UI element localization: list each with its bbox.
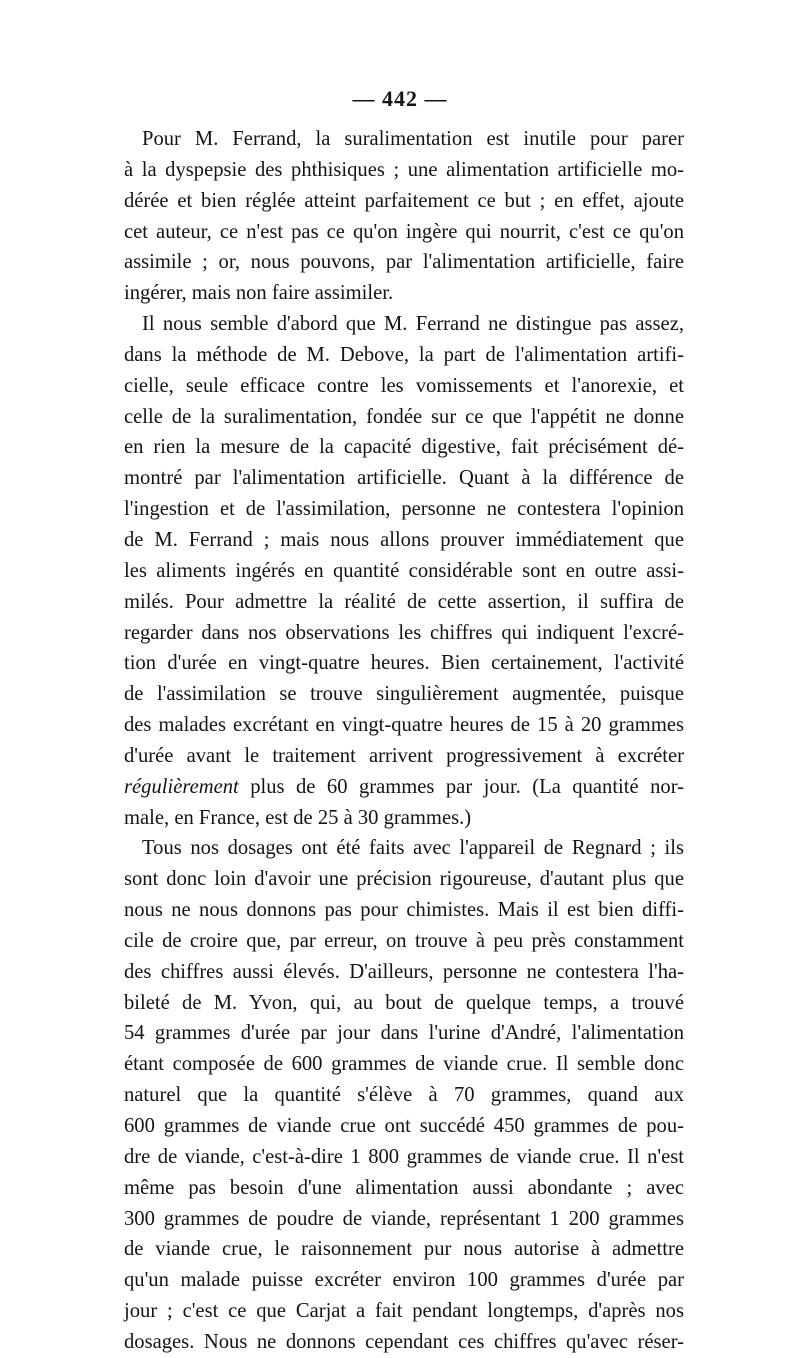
text-line: montré par l'alimentation artificielle. Quant à la différence de xyxy=(124,467,684,490)
text-line: assimile ; or, nous pouvons, par l'alimentation artificielle, faire xyxy=(124,251,684,274)
text-line: 300 grammes de poudre de viande, représentant 1 200 grammes xyxy=(124,1207,684,1230)
italic-emphasis: régulièrement xyxy=(124,775,239,798)
text-line: Il nous semble d'abord que M. Ferrand ne distingue pas assez, xyxy=(142,313,684,336)
text-line: nous ne nous donnons pas pour chimistes. Mais il est bien diffi- xyxy=(124,899,684,922)
text-line: bileté de M. Yvon, qui, au bout de quelque temps, a trouvé xyxy=(124,991,684,1014)
text-line: en rien la mesure de la capacité digestive, fait précisément dé- xyxy=(124,436,684,459)
text-line: des malades excrétant en vingt-quatre heures de 15 à 20 grammes xyxy=(124,714,684,737)
text-line: cielle, seule efficace contre les vomissements et l'anorexie, et xyxy=(124,374,684,397)
text-line: jour ; c'est ce que Carjat a fait pendant longtemps, d'après nos xyxy=(124,1300,684,1323)
text-line: de viande crue, le raisonnement pur nous autorise à admettre xyxy=(124,1238,684,1261)
text-line: cet auteur, ce n'est pas ce qu'on ingère qui nourrit, c'est ce qu'on xyxy=(124,220,684,243)
text-line: Tous nos dosages ont été faits avec l'appareil de Regnard ; ils xyxy=(142,837,684,860)
body-text xyxy=(124,124,684,1358)
text-line: de M. Ferrand ; mais nous allons prouver immédiatement que xyxy=(124,528,684,551)
text-line: l'ingestion et de l'assimilation, personne ne contestera l'opinion xyxy=(124,498,684,521)
text-line: dérée et bien réglée atteint parfaitement ce but ; en effet, ajoute xyxy=(124,189,684,212)
text-line: naturel que la quantité s'élève à 70 grammes, quand aux xyxy=(124,1084,684,1107)
text-line: sont donc loin d'avoir une précision rigoureuse, d'autant plus que xyxy=(124,868,684,891)
page-number: — 442 — xyxy=(352,86,448,111)
text-line: 54 grammes d'urée par jour dans l'urine d'André, l'alimentation xyxy=(124,1022,684,1045)
text-line: milés. Pour admettre la réalité de cette assertion, il suffira de xyxy=(124,590,684,613)
text-line: de l'assimilation se trouve singulièrement augmentée, puisque xyxy=(124,683,684,706)
text-line: étant composée de 600 grammes de viande crue. Il semble donc xyxy=(124,1053,684,1076)
text-line: male, en France, est de 25 à 30 grammes.) xyxy=(124,806,472,829)
text-line: dosages. Nous ne donnons cependant ces chiffres qu'avec réser- xyxy=(124,1330,684,1353)
text-line: des chiffres aussi élevés. D'ailleurs, personne ne contestera l'ha- xyxy=(124,960,684,983)
text-line: Pour M. Ferrand, la suralimentation est inutile pour parer xyxy=(142,128,684,150)
text-line: les aliments ingérés en quantité considérable sont en outre assi- xyxy=(124,559,684,582)
text-line: dans la méthode de M. Debove, la part de l'alimentation artifi- xyxy=(124,343,684,366)
text-line: regarder dans nos observations les chiffres qui indiquent l'excré- xyxy=(124,621,684,644)
text-line: celle de la suralimentation, fondée sur ce que l'appétit ne donne xyxy=(124,405,684,428)
text-line: 600 grammes de viande crue ont succédé 450 grammes de pou- xyxy=(124,1115,684,1137)
text-line: d'urée avant le traitement arrivent progressivement à excréter xyxy=(124,744,684,767)
text-line: tion d'urée en vingt-quatre heures. Bien certainement, l'activité xyxy=(124,652,684,675)
text-line: dre de viande, c'est-à-dire 1 800 grammes de viande crue. Il n'est xyxy=(124,1145,684,1168)
text-line: qu'un malade puisse excréter environ 100 grammes d'urée par xyxy=(124,1269,684,1292)
text-line: à la dyspepsie des phthisiques ; une alimentation artificielle mo- xyxy=(124,158,684,181)
text-line: ingérer, mais non faire assimiler. xyxy=(124,282,394,305)
text-line: cile de croire que, par erreur, on trouve à peu près constamment xyxy=(124,929,684,952)
text-line: même pas besoin d'une alimentation aussi abondante ; avec xyxy=(124,1176,684,1199)
text-line-with-italic: régulièrement plus de 60 grammes par jour. (La quantité nor- xyxy=(124,775,684,798)
